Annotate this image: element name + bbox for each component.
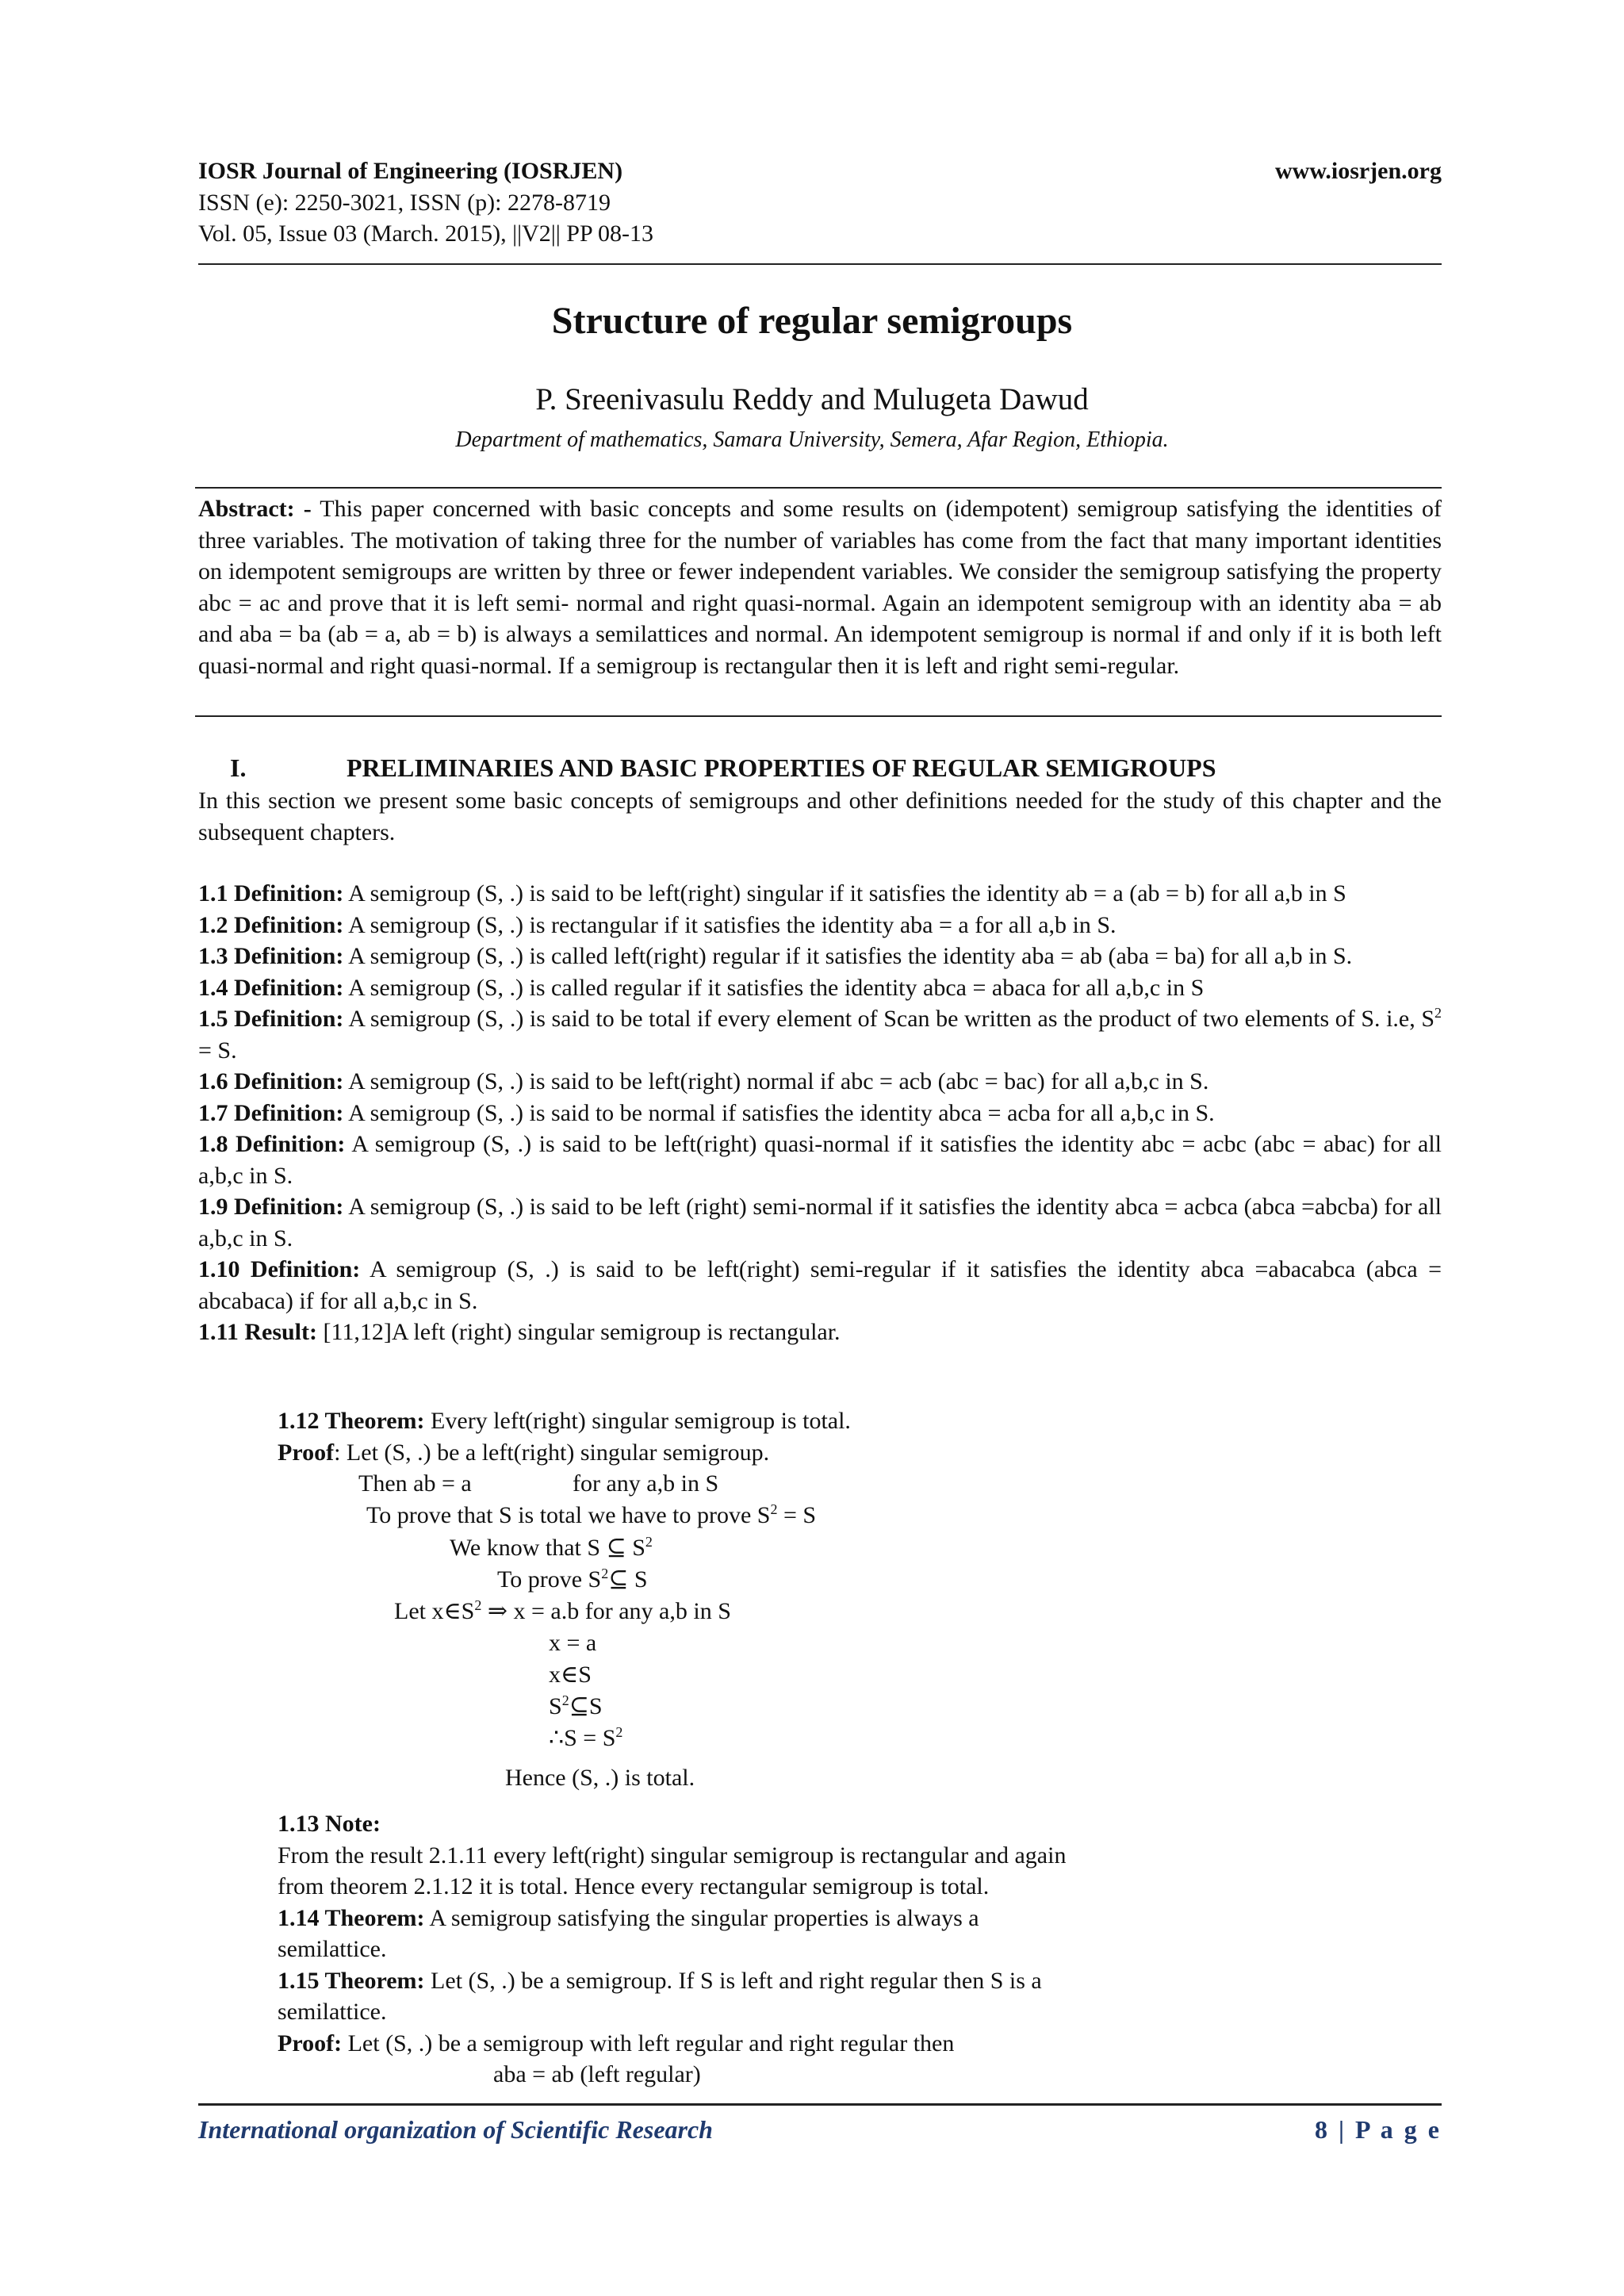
proof-intro bbox=[278, 2028, 1277, 2060]
page-number: 8 | P a g e bbox=[1314, 2115, 1442, 2144]
proof-line bbox=[450, 1532, 653, 1564]
section-intro-text: In this section we present some basic concepts of semigroups and other definitions needed for the study of this chapter and the subsequent chapters. bbox=[198, 788, 1442, 845]
definition-1-7 bbox=[198, 1098, 1442, 1129]
proof-text: : Let (S, .) be a left(right) singular semigroup. bbox=[334, 1439, 770, 1466]
definitions-list bbox=[198, 878, 1442, 1348]
theorem-1-12 bbox=[278, 1405, 1229, 1468]
note-line: From the result 2.1.11 every left(right) singular semigroup is rectangular and again bbox=[278, 1842, 1067, 1869]
definition-1-8 bbox=[198, 1129, 1442, 1191]
proof-line-text: To prove that S is total we have to prove S bbox=[366, 1502, 771, 1528]
definition-1-6 bbox=[198, 1066, 1442, 1098]
header-divider bbox=[198, 263, 1442, 265]
page-footer bbox=[198, 2114, 1442, 2146]
note-label bbox=[278, 1808, 1277, 1840]
proof-line-tail: ⊆S bbox=[569, 1693, 603, 1719]
superscript: 2 bbox=[561, 1692, 569, 1708]
note-line: from theorem 2.1.12 it is total. Hence every rectangular semigroup is total. bbox=[278, 1873, 990, 1899]
proof-line bbox=[497, 1564, 648, 1596]
section-title: PRELIMINARIES AND BASIC PROPERTIES OF REGULAR SEMIGROUPS bbox=[347, 753, 1216, 782]
proof-line: for any a,b in S bbox=[573, 1470, 719, 1497]
result-text: [11,12]A left (right) singular semigroup is rectangular. bbox=[317, 1319, 841, 1345]
abstract-top-rule bbox=[195, 487, 1442, 489]
proof-line: x∈S bbox=[549, 1662, 592, 1688]
journal-issn: ISSN (e): 2250-3021, ISSN (p): 2278-8719 bbox=[198, 189, 611, 216]
definition-label: 1.5 Definition: bbox=[198, 1006, 344, 1032]
definition-label: 1.6 Definition: bbox=[198, 1068, 344, 1094]
theorem-1-15-cont: semilattice. bbox=[278, 1999, 387, 2025]
proof-line bbox=[549, 1691, 603, 1723]
theorem-1-15 bbox=[278, 1965, 1277, 1997]
definition-text: A semigroup (S, .) is said to be normal if satisfies the identity abca = acba for all a,b,c in S. bbox=[343, 1099, 1215, 1126]
definition-text: A semigroup (S, .) is said to be left(right) singular if it satisfies the identity ab = a (ab = b) for all a,b in S bbox=[343, 880, 1346, 907]
definition-text-tail: = S. bbox=[198, 1037, 237, 1064]
note-and-theorems bbox=[278, 1808, 1277, 2091]
proof-line bbox=[549, 1723, 622, 1754]
superscript: 2 bbox=[770, 1501, 778, 1517]
footer-divider bbox=[198, 2103, 1442, 2106]
paper-authors: P. Sreenivasulu Reddy and Mulugeta Dawud bbox=[535, 382, 1089, 416]
proof-line-tail: ⊆ S bbox=[608, 1566, 648, 1593]
abstract-label: Abstract: - bbox=[198, 496, 312, 522]
theorem-label: 1.12 Theorem: bbox=[278, 1408, 425, 1434]
proof-equation: aba = ab (left regular) bbox=[493, 2061, 701, 2087]
definition-label: 1.8 Definition: bbox=[198, 1131, 346, 1157]
superscript: 2 bbox=[1434, 1005, 1442, 1021]
proof-line-tail: = S bbox=[777, 1502, 817, 1528]
paper-affiliation: Department of mathematics, Samara University, Semera, Afar Region, Ethiopia. bbox=[455, 427, 1169, 452]
theorem-statement bbox=[278, 1405, 1229, 1437]
theorem-label: 1.14 Theorem: bbox=[278, 1904, 425, 1931]
proof-intro bbox=[278, 1437, 1229, 1469]
definition-text: A semigroup (S, .) is said to be left(right) normal if abc = acb (abc = bac) for all a,b,c in S. bbox=[343, 1068, 1209, 1094]
section-number: I. bbox=[230, 753, 247, 782]
definition-1-4 bbox=[198, 972, 1442, 1004]
proof-label: Proof: bbox=[278, 2030, 343, 2056]
definition-label: 1.10 Definition: bbox=[198, 1256, 361, 1282]
theorem-text: Every left(right) singular semigroup is total. bbox=[424, 1408, 851, 1434]
definition-1-2 bbox=[198, 910, 1442, 941]
definition-text: A semigroup (S, .) is rectangular if it satisfies the identity aba = a for all a,b in S. bbox=[343, 911, 1116, 938]
journal-header bbox=[198, 155, 1442, 250]
proof-line-tail: ⇒ x = a.b for any a,b in S bbox=[481, 1598, 731, 1624]
definition-1-5 bbox=[198, 1003, 1442, 1066]
result-1-11 bbox=[198, 1317, 1442, 1348]
paper-title: Structure of regular semigroups bbox=[551, 300, 1073, 342]
theorem-text: Let (S, .) be a semigroup. If S is left and right regular then S is a bbox=[424, 1967, 1042, 1994]
proof-line: x = a bbox=[549, 1630, 597, 1656]
superscript: 2 bbox=[601, 1566, 609, 1581]
definition-label: 1.1 Definition: bbox=[198, 880, 344, 907]
definition-text: A semigroup (S, .) is said to be left (right) semi-normal if it satisfies the identity abca = acbca (abca =abcba) for all a,b,c in S. bbox=[198, 1194, 1442, 1251]
section-intro bbox=[198, 785, 1442, 848]
definition-text: A semigroup (S, .) is said to be total if every element of Scan be written as the product of two elements of S. i.e, S bbox=[343, 1006, 1434, 1032]
definition-text: A semigroup (S, .) is said to be left(right) semi-regular if it satisfies the identity abca =abacabca (abca = abcabaca) if for all a,b,c in S. bbox=[198, 1256, 1442, 1314]
note-label-text: 1.13 Note: bbox=[278, 1811, 381, 1837]
abstract bbox=[198, 493, 1442, 681]
theorem-1-14-cont: semilattice. bbox=[278, 1936, 387, 1962]
journal-volume: Vol. 05, Issue 03 (March. 2015), ||V2|| PP 08-13 bbox=[198, 220, 653, 247]
proof-line-text: S bbox=[549, 1693, 562, 1719]
proof-line-text: We know that S ⊆ S bbox=[450, 1535, 645, 1561]
proof-text: Let (S, .) be a semigroup with left regular and right regular then bbox=[342, 2030, 955, 2056]
proof-line-text: To prove S bbox=[497, 1566, 602, 1593]
definition-1-10 bbox=[198, 1254, 1442, 1317]
definition-label: 1.4 Definition: bbox=[198, 974, 344, 1001]
superscript: 2 bbox=[615, 1724, 623, 1740]
definition-1-3 bbox=[198, 941, 1442, 972]
proof-line: Then ab = a bbox=[358, 1470, 472, 1497]
definition-1-9 bbox=[198, 1191, 1442, 1254]
superscript: 2 bbox=[645, 1534, 653, 1550]
proof-line bbox=[366, 1500, 816, 1531]
definition-text: A semigroup (S, .) is called left(right) regular if it satisfies the identity aba = ab (aba = ba) for all a,b in S. bbox=[343, 943, 1353, 969]
definition-label: 1.7 Definition: bbox=[198, 1099, 344, 1126]
proof-line-text: Let x∈S bbox=[394, 1598, 475, 1624]
definition-text: A semigroup (S, .) is said to be left(right) quasi-normal if it satisfies the identity abc = acbc (abc = abac) for all a,b,c in S. bbox=[198, 1131, 1442, 1189]
footer-organization: International organization of Scientific Research bbox=[198, 2115, 713, 2144]
proof-line bbox=[394, 1596, 731, 1627]
proof-line: Hence (S, .) is total. bbox=[505, 1765, 695, 1791]
result-label: 1.11 Result: bbox=[198, 1319, 317, 1345]
definition-label: 1.3 Definition: bbox=[198, 943, 344, 969]
theorem-label: 1.15 Theorem: bbox=[278, 1967, 425, 1994]
definition-text: A semigroup (S, .) is called regular if it satisfies the identity abca = abaca for all a,b,c in S bbox=[343, 974, 1205, 1001]
definition-label: 1.2 Definition: bbox=[198, 911, 344, 938]
theorem-1-14 bbox=[278, 1903, 1277, 1934]
definition-1-1 bbox=[198, 878, 1442, 910]
definition-label: 1.9 Definition: bbox=[198, 1194, 344, 1220]
proof-line-text: ∴S = S bbox=[549, 1725, 616, 1751]
proof-label: Proof bbox=[278, 1439, 335, 1466]
superscript: 2 bbox=[474, 1597, 482, 1613]
abstract-bottom-rule bbox=[195, 715, 1442, 717]
theorem-text: A semigroup satisfying the singular properties is always a bbox=[424, 1904, 979, 1931]
journal-website[interactable]: www.iosrjen.org bbox=[1275, 158, 1442, 184]
abstract-text: This paper concerned with basic concepts and some results on (idempotent) semigroup satisfying the identities of three variables. The motivation of taking three for the number of variables has come from the fact that many important identities on idempotent semigroups are written by three or fewer independent variables. We consider the semigroup satisfying the property abc = ac and prove that it is left semi- normal and right quasi-normal. Again an idempotent semigroup with an identity aba = ab and aba = ba (ab = a, ab = b) is always a semilattices and normal. An idempotent semigroup is normal if and only if it is both left quasi-normal and right quasi-normal. If a semigroup is rectangular then it is left and right semi-regular. bbox=[198, 496, 1442, 679]
journal-name: IOSR Journal of Engineering (IOSRJEN) bbox=[198, 158, 623, 184]
